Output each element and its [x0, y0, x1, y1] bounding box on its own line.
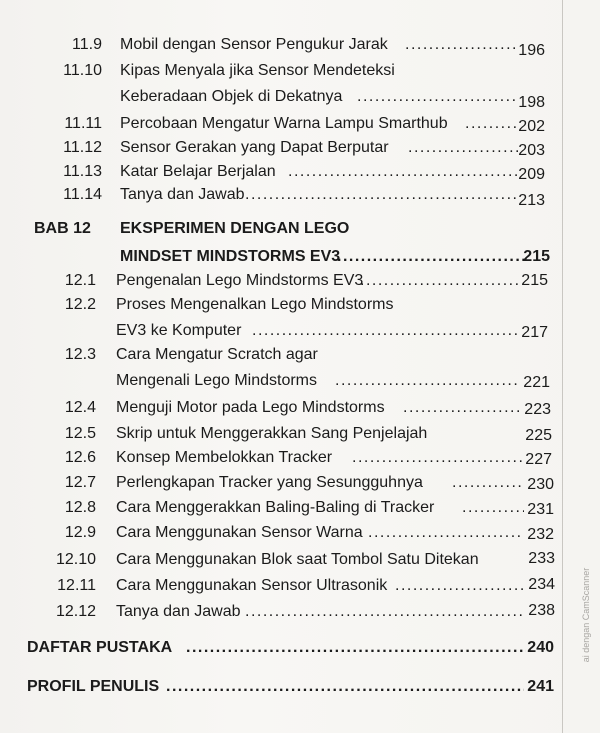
entry-title: Pengenalan Lego Mindstorms EV3 — [116, 272, 364, 289]
entry-page: 232 — [527, 526, 554, 543]
entry-number: 11.11 — [64, 115, 102, 132]
entry-title: Kipas Menyala jika Sensor Mendeteksi — [120, 62, 395, 79]
entry-title: Menguji Motor pada Lego Mindstorms — [116, 399, 385, 416]
toc-entry-daftar-pustaka[interactable] — [0, 634, 600, 662]
toc-entry-12-11[interactable] — [0, 572, 600, 600]
entry-page: 202 — [518, 118, 545, 135]
toc-entry-12-8[interactable] — [0, 494, 600, 522]
entry-page: 240 — [527, 639, 554, 656]
entry-page: 234 — [528, 576, 555, 593]
entry-number: 12.11 — [57, 577, 96, 594]
entry-page: 223 — [524, 401, 551, 418]
entry-title: Cara Mengatur Scratch agar — [116, 346, 318, 363]
entry-number: 11.12 — [63, 139, 102, 156]
entry-page: 198 — [518, 94, 545, 111]
entry-number: 12.5 — [64, 425, 96, 442]
toc-entry-12-6[interactable] — [0, 444, 600, 472]
entry-number: 11.14 — [63, 186, 102, 203]
entry-page: 196 — [518, 42, 545, 59]
entry-title: Konsep Membelokkan Tracker — [116, 449, 333, 466]
entry-page: 213 — [518, 192, 545, 209]
entry-number: 12.8 — [64, 499, 96, 516]
entry-number: 12.4 — [64, 399, 96, 416]
entry-title: Proses Mengenalkan Lego Mindstorms — [116, 296, 394, 313]
entry-number: 12.12 — [55, 603, 96, 620]
entry-title: Cara Menggunakan Sensor Ultrasonik — [116, 577, 388, 594]
toc-entry-11-10-cont[interactable] — [0, 83, 600, 111]
entry-page: 225 — [525, 427, 552, 444]
dot-leader — [186, 634, 526, 662]
entry-title: Sensor Gerakan yang Dapat Berputar — [120, 139, 389, 156]
dot-leader — [368, 519, 524, 547]
entry-page: 227 — [525, 451, 552, 468]
entry-title: Skrip untuk Menggerakkan Sang Penjelajah — [116, 425, 428, 442]
toc-entry-12-10[interactable] — [0, 546, 600, 574]
chapter-page: 215 — [523, 248, 550, 265]
watermark-text: ai dengan CamScanner — [581, 567, 591, 663]
dot-leader — [403, 394, 521, 422]
entry-number: 12.2 — [64, 296, 96, 313]
toc-entry-12-2[interactable] — [0, 291, 600, 319]
toc-entry-profil-penulis[interactable] — [0, 673, 600, 701]
entry-title-continuation: EV3 ke Komputer — [116, 322, 242, 339]
entry-number: 11.9 — [72, 36, 102, 53]
dot-leader — [352, 444, 522, 472]
entry-page: 203 — [518, 142, 545, 159]
entry-title: DAFTAR PUSTAKA — [27, 639, 173, 656]
entry-page: 217 — [521, 324, 548, 341]
page-edge-line — [562, 0, 563, 733]
entry-title: PROFIL PENULIS — [27, 678, 160, 695]
entry-number: 12.9 — [64, 524, 96, 541]
entry-number: 12.6 — [64, 449, 96, 466]
entry-title-continuation: Keberadaan Objek di Dekatnya — [120, 88, 343, 105]
entry-page: 231 — [527, 501, 554, 518]
entry-title: Percobaan Mengatur Warna Lampu Smarthub — [120, 115, 448, 132]
entry-number: 12.10 — [55, 551, 96, 568]
entry-page: 238 — [528, 602, 555, 619]
entry-number: 11.13 — [63, 163, 102, 180]
entry-page: 230 — [527, 476, 554, 493]
entry-title: Tanya dan Jawab — [116, 603, 241, 620]
entry-page: 209 — [518, 166, 545, 183]
entry-number: 11.10 — [63, 62, 102, 79]
entry-number: 12.7 — [64, 474, 96, 491]
dot-leader — [395, 572, 525, 600]
toc-entry-12-4[interactable] — [0, 394, 600, 422]
dot-leader — [245, 181, 517, 209]
toc-entry-12-12[interactable] — [0, 598, 600, 626]
entry-title: Mobil dengan Sensor Pengukur Jarak — [120, 36, 388, 53]
chapter-label: BAB 12 — [34, 220, 91, 237]
toc-entry-11-9[interactable] — [0, 31, 600, 59]
toc-entry-12-3[interactable] — [0, 341, 600, 369]
dot-leader — [462, 494, 524, 522]
dot-leader — [405, 31, 515, 59]
entry-title: Tanya dan Jawab — [120, 186, 245, 203]
dot-leader — [245, 598, 525, 626]
entry-page: 241 — [527, 678, 554, 695]
dot-leader — [357, 83, 517, 111]
entry-title: Cara Menggerakkan Baling-Baling di Tracker — [116, 499, 435, 516]
dot-leader — [166, 673, 524, 701]
scanner-watermark — [576, 500, 590, 730]
entry-title-continuation: Mengenali Lego Mindstorms — [116, 372, 317, 389]
toc-entry-12-7[interactable] — [0, 469, 600, 497]
chapter-12-heading[interactable] — [0, 215, 600, 243]
entry-title: Perlengkapan Tracker yang Sesungguhnya — [116, 474, 423, 491]
dot-leader — [335, 367, 520, 395]
entry-page: 233 — [528, 550, 555, 567]
entry-page: 221 — [523, 374, 550, 391]
entry-title: Katar Belajar Berjalan — [120, 163, 276, 180]
entry-number: 12.3 — [64, 346, 96, 363]
entry-page: 215 — [521, 272, 548, 289]
entry-title: Cara Menggunakan Sensor Warna — [116, 524, 363, 541]
chapter-title-continuation: MINDSET MINDSTORMS EV3 — [120, 248, 341, 265]
toc-entry-12-3-cont[interactable] — [0, 367, 600, 395]
entry-number: 12.1 — [64, 272, 96, 289]
entry-title: Cara Menggunakan Blok saat Tombol Satu Ditekan — [116, 551, 479, 568]
toc-entry-11-10[interactable] — [0, 57, 600, 85]
dot-leader — [452, 469, 524, 497]
toc-entry-12-9[interactable] — [0, 519, 600, 547]
chapter-title: EKSPERIMEN DENGAN LEGO — [120, 220, 350, 237]
toc-entry-11-14[interactable] — [0, 181, 600, 209]
